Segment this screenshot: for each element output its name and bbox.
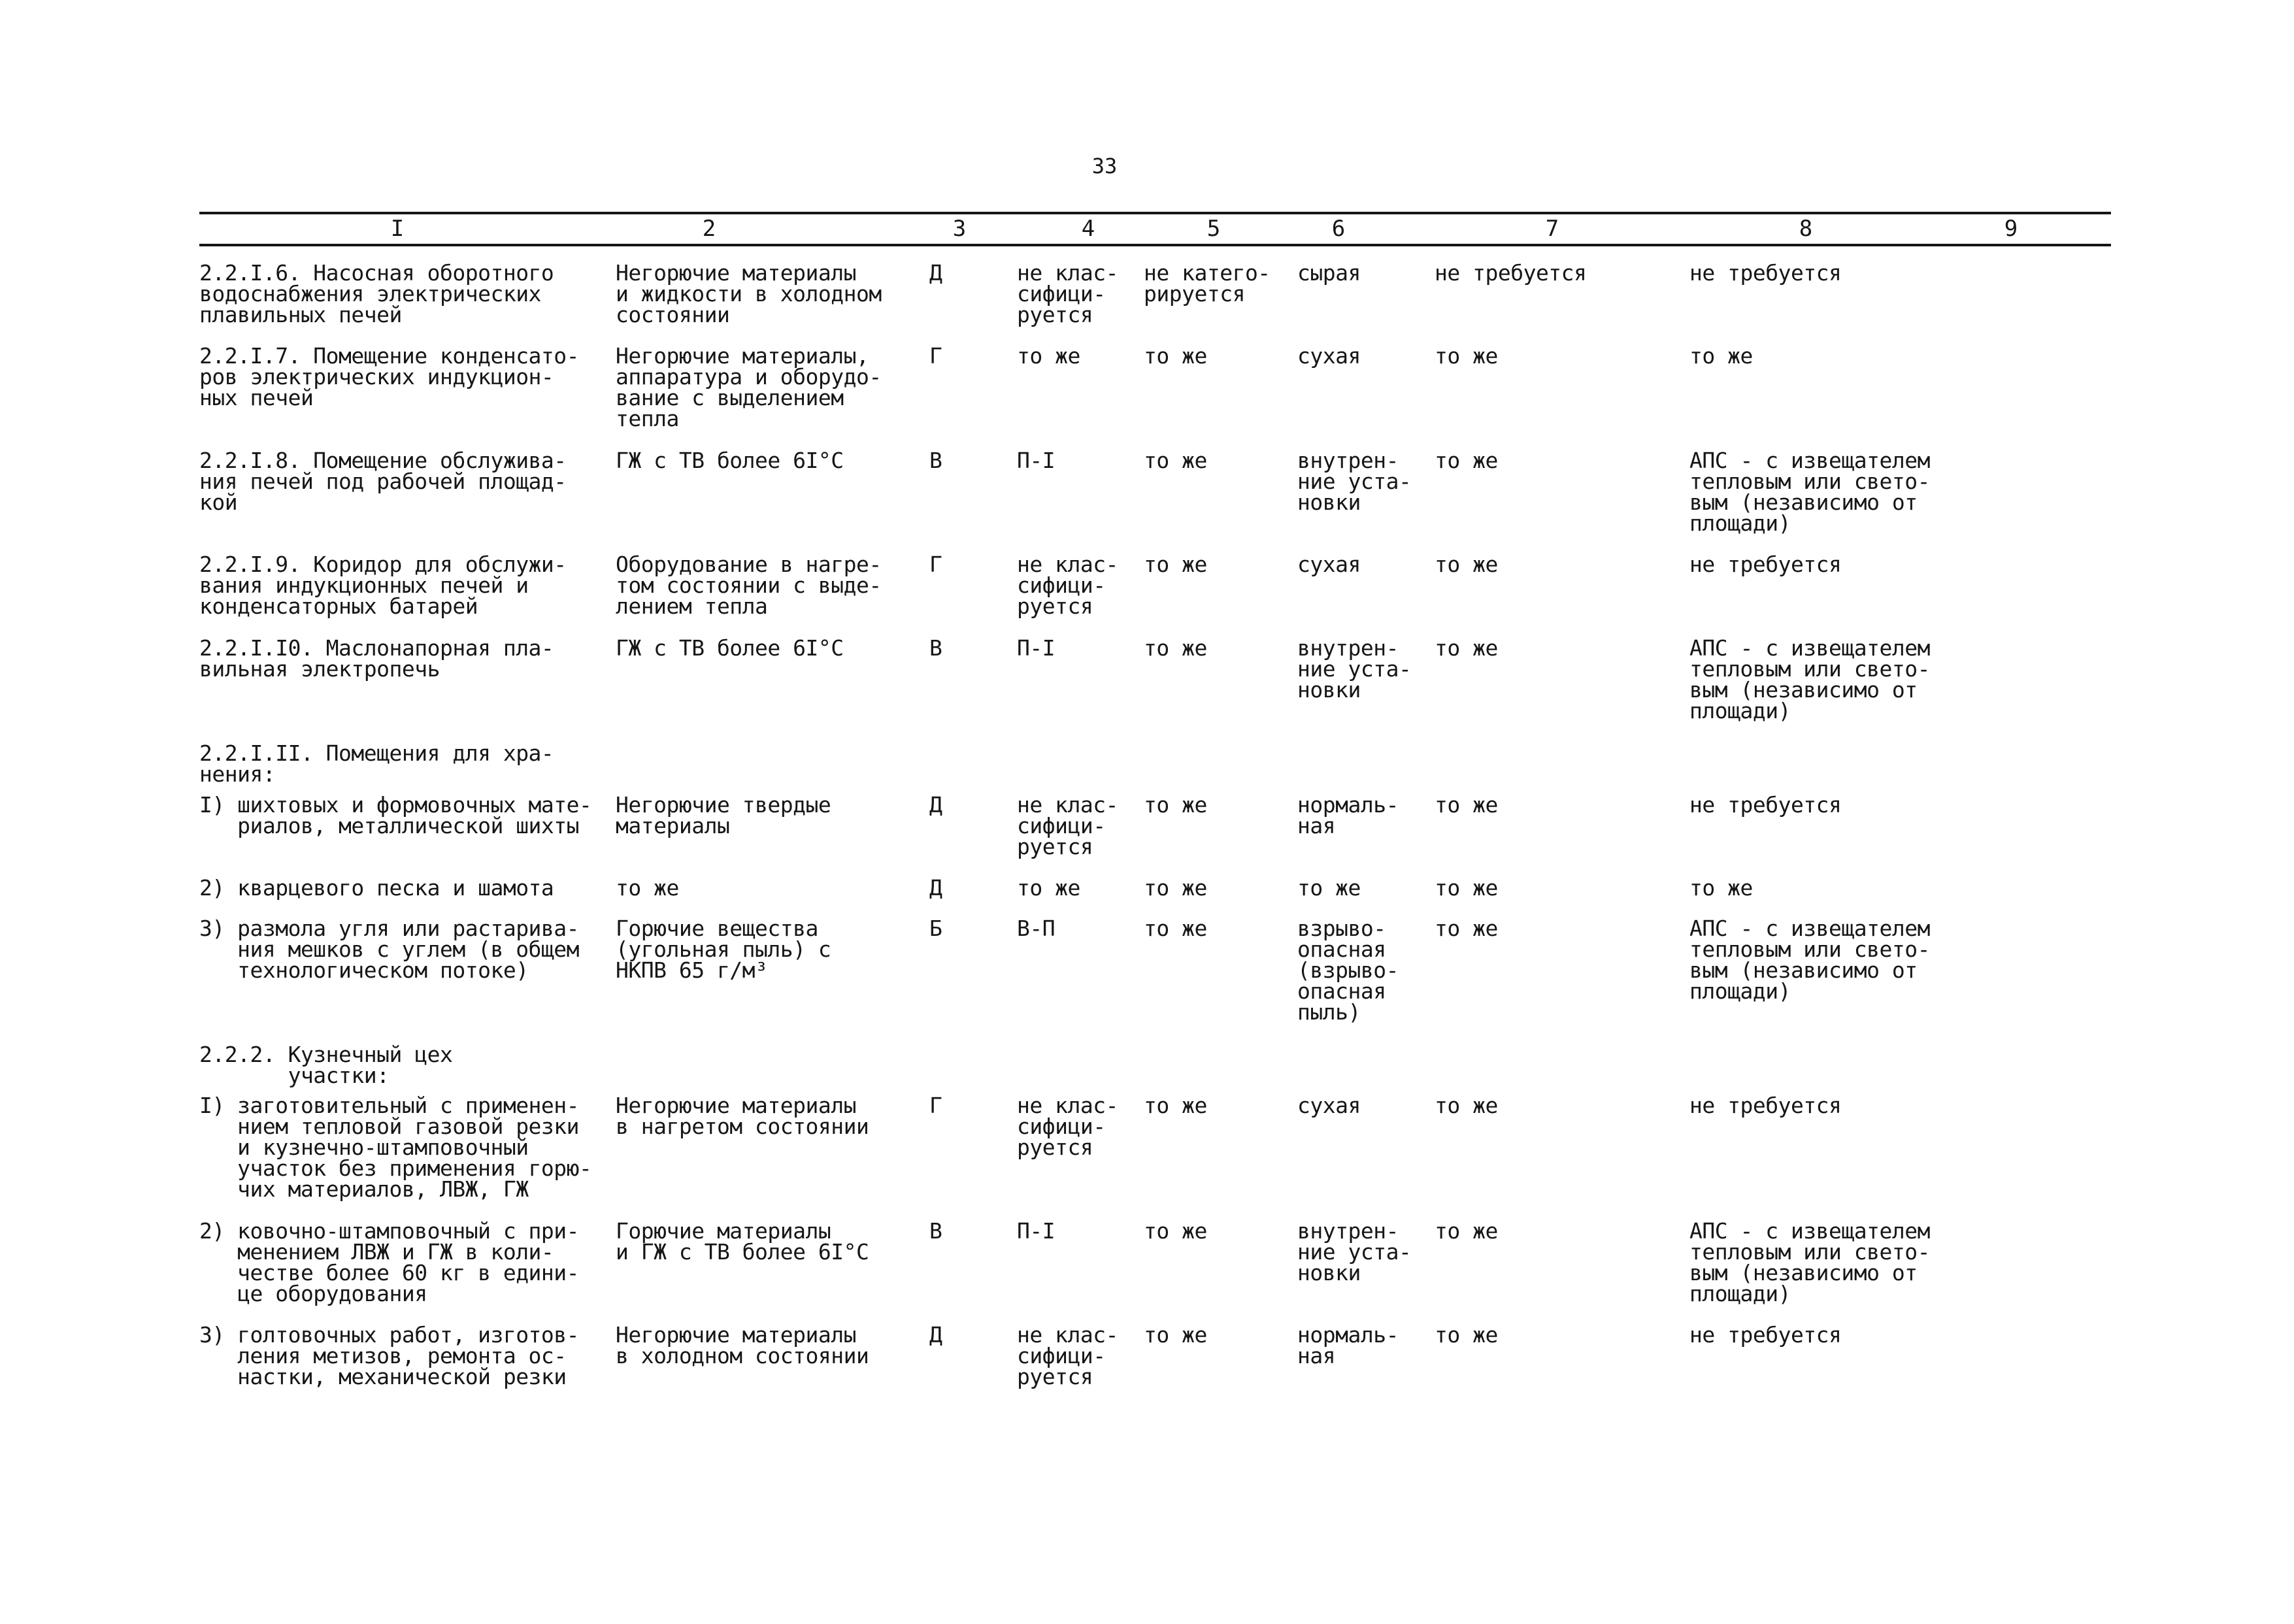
table-cell-row6-col1: 2.2.I.II. Помещения для хра- нения: bbox=[199, 740, 554, 787]
table-cell-row7-col1: I) шихтовых и формовочных мате- риалов, металлической шихты bbox=[199, 792, 592, 838]
table-cell-row7-col7: то же bbox=[1435, 792, 1498, 818]
table-cell-row2-col2: Негорючие материалы, аппаратура и оборудо- вание с выделением тепла bbox=[616, 343, 882, 431]
table-cell-row11-col7: то же bbox=[1435, 1093, 1498, 1118]
table-cell-row2-col5: то же bbox=[1144, 343, 1207, 369]
table-cell-row4-col3: Г bbox=[929, 552, 942, 577]
page-number: 33 bbox=[1091, 154, 1118, 178]
table-cell-row3-col6: внутрен- ние уста- новки bbox=[1297, 448, 1412, 515]
column-header-3: 3 bbox=[952, 216, 967, 242]
column-header-5: 5 bbox=[1206, 216, 1221, 242]
table-cell-row2-col3: Г bbox=[929, 343, 942, 369]
table-cell-row8-col6: то же bbox=[1297, 875, 1361, 901]
table-cell-row1-col5: не катего- рируется bbox=[1144, 260, 1271, 307]
table-cell-row12-col5: то же bbox=[1144, 1218, 1207, 1244]
table-cell-row5-col2: ГЖ с ТВ более 6I°С bbox=[616, 635, 844, 661]
table-cell-row1-col2: Негорючие материалы и жидкости в холодном состоянии bbox=[616, 260, 882, 327]
table-cell-row1-col8: не требуется bbox=[1689, 260, 1842, 286]
table-cell-row1-col4: не клас- сифици- руется bbox=[1017, 260, 1118, 327]
table-cell-row1-col1: 2.2.I.6. Насосная оборотного водоснабжения электрических плавильных печей bbox=[199, 260, 554, 327]
table-cell-row5-col8: АПС - с извещателем тепловым или свето- вым (независимо от площади) bbox=[1689, 635, 1930, 723]
table-cell-row9-col6: взрыво- опасная (взрыво- опасная пыль) bbox=[1297, 916, 1399, 1025]
table-cell-row4-col7: то же bbox=[1435, 552, 1498, 577]
table-cell-row3-col2: ГЖ с ТВ более 6I°С bbox=[616, 448, 844, 473]
table-cell-row7-col8: не требуется bbox=[1689, 792, 1842, 818]
table-cell-row13-col8: не требуется bbox=[1689, 1322, 1842, 1348]
table-cell-row9-col2: Горючие вещества (угольная пыль) с НКПВ 65 г/м³ bbox=[616, 916, 831, 983]
table-cell-row13-col4: не клас- сифици- руется bbox=[1017, 1322, 1118, 1389]
table-cell-row11-col4: не клас- сифици- руется bbox=[1017, 1093, 1118, 1160]
table-cell-row2-col7: то же bbox=[1435, 343, 1498, 369]
table-cell-row11-col1: I) заготовительный с применен- нием тепловой газовой резки и кузнечно-штамповочный участок без применения горю- чих материалов, ЛВЖ, ГЖ bbox=[199, 1093, 592, 1202]
table-cell-row7-col4: не клас- сифици- руется bbox=[1017, 792, 1118, 859]
table-cell-row4-col1: 2.2.I.9. Коридор для обслужи- вания индукционных печей и конденсаторных батарей bbox=[199, 552, 567, 619]
table-cell-row9-col4: В-П bbox=[1017, 916, 1056, 941]
table-cell-row11-col3: Г bbox=[929, 1093, 942, 1118]
table-cell-row11-col2: Негорючие материалы в нагретом состоянии bbox=[616, 1093, 869, 1139]
table-cell-row5-col6: внутрен- ние уста- новки bbox=[1297, 635, 1412, 703]
table-cell-row4-col6: сухая bbox=[1297, 552, 1361, 577]
table-cell-row12-col4: П-I bbox=[1017, 1218, 1056, 1244]
table-cell-row13-col7: то же bbox=[1435, 1322, 1498, 1348]
table-cell-row1-col6: сырая bbox=[1297, 260, 1361, 286]
table-cell-row8-col8: то же bbox=[1689, 875, 1753, 901]
table-cell-row4-col5: то же bbox=[1144, 552, 1207, 577]
table-cell-row12-col6: внутрен- ние уста- новки bbox=[1297, 1218, 1412, 1285]
table-cell-row11-col8: не требуется bbox=[1689, 1093, 1842, 1118]
table-top-rule bbox=[199, 212, 2111, 214]
table-cell-row4-col8: не требуется bbox=[1689, 552, 1842, 577]
table-cell-row1-col7: не требуется bbox=[1435, 260, 1587, 286]
table-cell-row9-col8: АПС - с извещателем тепловым или свето- вым (независимо от площади) bbox=[1689, 916, 1930, 1004]
table-cell-row8-col2: то же bbox=[616, 875, 679, 901]
table-cell-row13-col5: то же bbox=[1144, 1322, 1207, 1348]
table-cell-row7-col2: Негорючие твердые материалы bbox=[616, 792, 831, 838]
table-cell-row1-col3: Д bbox=[929, 260, 942, 286]
table-cell-row5-col4: П-I bbox=[1017, 635, 1056, 661]
table-cell-row13-col3: Д bbox=[929, 1322, 942, 1348]
table-cell-row12-col7: то же bbox=[1435, 1218, 1498, 1244]
table-cell-row3-col7: то же bbox=[1435, 448, 1498, 473]
table-cell-row9-col5: то же bbox=[1144, 916, 1207, 941]
table-cell-row5-col7: то же bbox=[1435, 635, 1498, 661]
column-header-7: 7 bbox=[1545, 216, 1559, 242]
column-header-9: 9 bbox=[2004, 216, 2018, 242]
header-bottom-rule bbox=[199, 244, 2111, 246]
table-cell-row13-col2: Негорючие материалы в холодном состоянии bbox=[616, 1322, 869, 1368]
column-header-2: 2 bbox=[702, 216, 716, 242]
table-cell-row3-col8: АПС - с извещателем тепловым или свето- вым (независимо от площади) bbox=[1689, 448, 1930, 536]
table-cell-row13-col6: нормаль- ная bbox=[1297, 1322, 1399, 1368]
column-header-8: 8 bbox=[1799, 216, 1813, 242]
table-cell-row8-col5: то же bbox=[1144, 875, 1207, 901]
table-cell-row7-col6: нормаль- ная bbox=[1297, 792, 1399, 838]
table-cell-row2-col6: сухая bbox=[1297, 343, 1361, 369]
table-cell-row5-col3: В bbox=[929, 635, 942, 661]
table-cell-row2-col8: то же bbox=[1689, 343, 1753, 369]
table-cell-row13-col1: 3) голтовочных работ, изготов- ления метизов, ремонта ос- настки, механической резки bbox=[199, 1322, 580, 1389]
table-cell-row9-col1: 3) размола угля или растарива- ния мешков с углем (в общем технологическом потоке) bbox=[199, 916, 580, 983]
table-cell-row2-col4: то же bbox=[1017, 343, 1080, 369]
table-cell-row12-col1: 2) ковочно-штамповочный с при- менением ЛВЖ и ГЖ в коли- честве более 60 кг в едини- це оборудования bbox=[199, 1218, 580, 1306]
table-cell-row3-col4: П-I bbox=[1017, 448, 1056, 473]
table-cell-row12-col8: АПС - с извещателем тепловым или свето- вым (независимо от площади) bbox=[1689, 1218, 1930, 1306]
table-cell-row4-col2: Оборудование в нагре- том состоянии с выде- лением тепла bbox=[616, 552, 882, 619]
table-cell-row5-col5: то же bbox=[1144, 635, 1207, 661]
column-header-1: I bbox=[390, 216, 405, 242]
table-cell-row11-col5: то же bbox=[1144, 1093, 1207, 1118]
table-cell-row7-col3: Д bbox=[929, 792, 942, 818]
table-cell-row12-col3: В bbox=[929, 1218, 942, 1244]
table-cell-row2-col1: 2.2.I.7. Помещение конденсато- ров электрических индукцион- ных печей bbox=[199, 343, 580, 410]
table-cell-row10-col1: 2.2.2. Кузнечный цех участки: bbox=[199, 1042, 453, 1088]
table-cell-row11-col6: сухая bbox=[1297, 1093, 1361, 1118]
table-cell-row8-col1: 2) кварцевого песка и шамота bbox=[199, 875, 554, 901]
table-cell-row3-col3: В bbox=[929, 448, 942, 473]
table-cell-row8-col4: то же bbox=[1017, 875, 1080, 901]
table-cell-row7-col5: то же bbox=[1144, 792, 1207, 818]
column-header-4: 4 bbox=[1081, 216, 1095, 242]
table-cell-row4-col4: не клас- сифици- руется bbox=[1017, 552, 1118, 619]
table-cell-row8-col3: Д bbox=[929, 875, 942, 901]
table-cell-row3-col5: то же bbox=[1144, 448, 1207, 473]
table-cell-row9-col7: то же bbox=[1435, 916, 1498, 941]
column-header-6: 6 bbox=[1331, 216, 1346, 242]
table-cell-row9-col3: Б bbox=[929, 916, 942, 941]
table-cell-row12-col2: Горючие материалы и ГЖ с ТВ более 6I°С bbox=[616, 1218, 869, 1265]
table-cell-row3-col1: 2.2.I.8. Помещение обслужива- ния печей под рабочей площад- кой bbox=[199, 448, 567, 515]
table-cell-row5-col1: 2.2.I.I0. Маслонапорная пла- вильная электропечь bbox=[199, 635, 554, 682]
table-cell-row8-col7: то же bbox=[1435, 875, 1498, 901]
